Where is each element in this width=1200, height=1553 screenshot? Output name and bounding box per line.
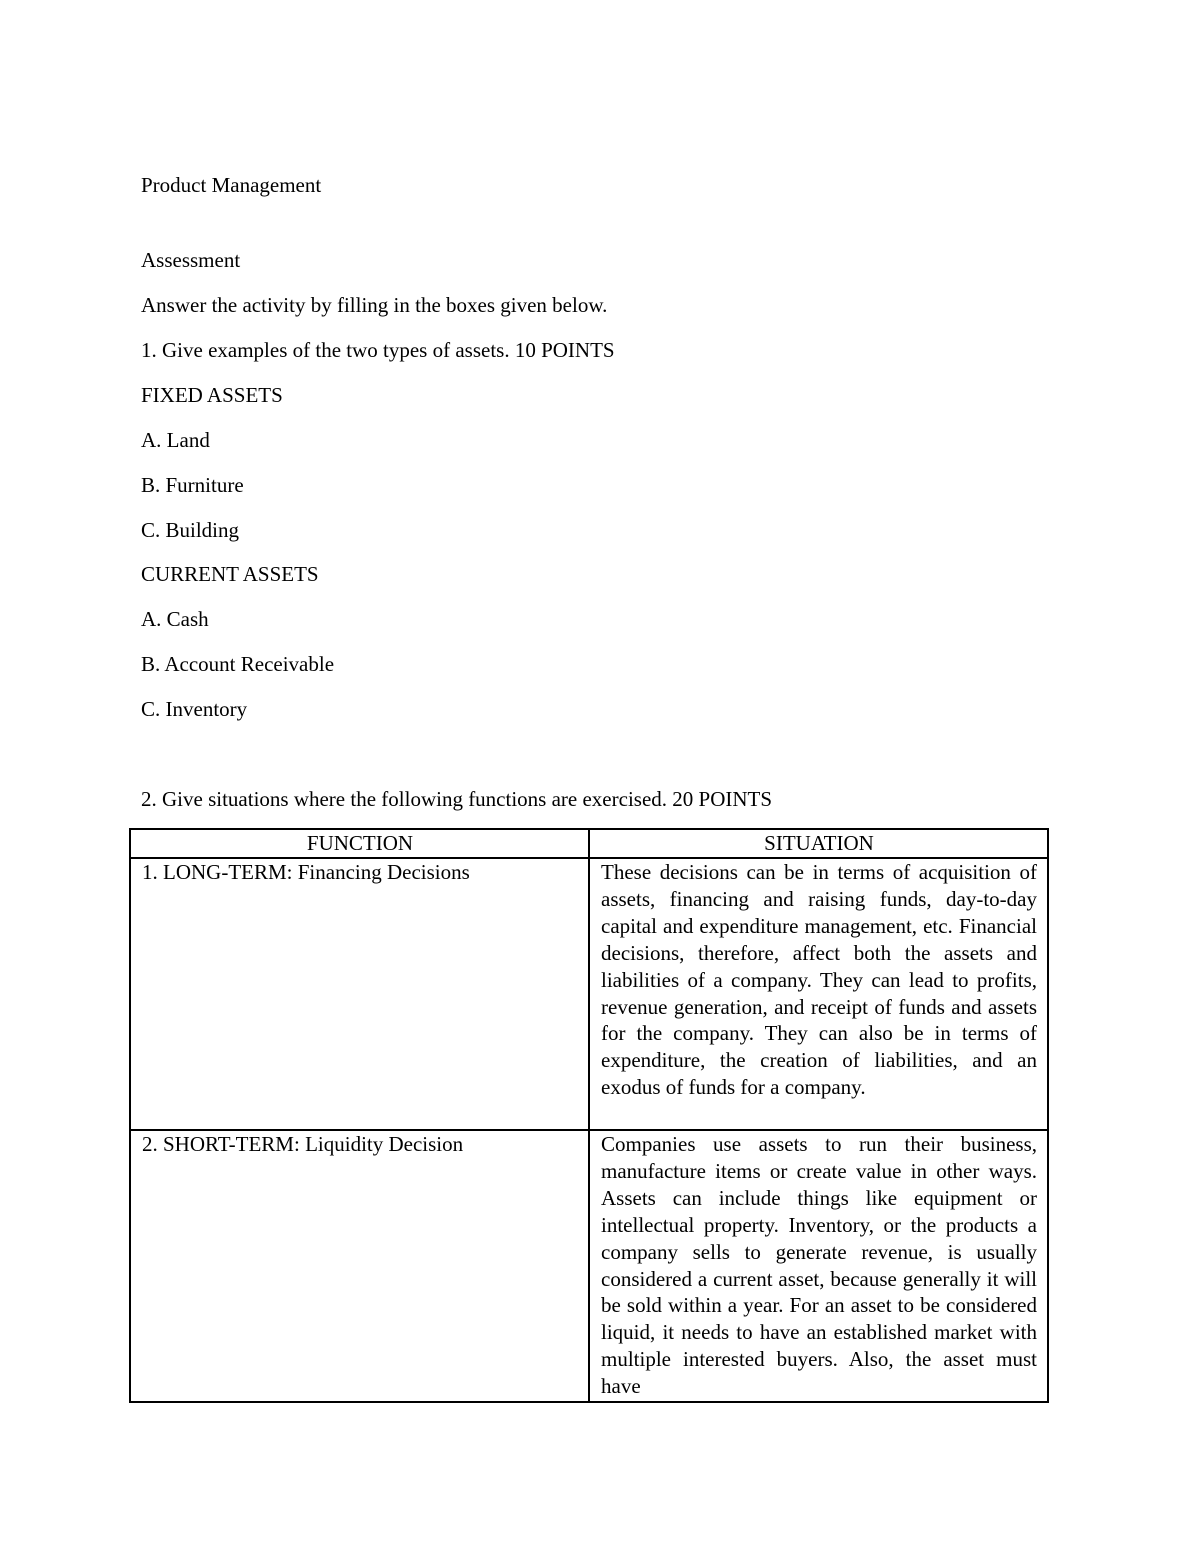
section-title: Assessment [141, 248, 241, 272]
column-header-function: FUNCTION [130, 829, 589, 858]
fixed-asset-item: B. Furniture [141, 473, 244, 497]
table-row [130, 1130, 1048, 1402]
column-header-situation: SITUATION [589, 829, 1048, 858]
current-assets-heading: CURRENT ASSETS [141, 562, 319, 586]
current-asset-item: C. Inventory [141, 697, 248, 721]
function-cell: 1. LONG-TERM: Financing Decisions [130, 858, 589, 1130]
situation-cell [589, 1130, 1048, 1402]
instructions-text: Answer the activity by filling in the boxes given below. [141, 293, 608, 317]
course-title: Product Management [141, 173, 322, 197]
current-asset-item: A. Cash [141, 607, 209, 631]
situation-cell: These decisions can be in terms of acquisition of assets, financing and raising funds, day-to-day capital and expenditure management, etc. Financial decisions, therefore, affect both the assets and liabilities of a company. They can lead to profits, revenue generation, and receipt of funds and assets for the company. They can also be in terms of expenditure, the creation of liabilities, and an exodus of funds for a company. [589, 858, 1048, 1130]
table-row [130, 858, 1048, 1130]
fixed-assets-heading: FIXED ASSETS [141, 383, 283, 407]
fixed-asset-item: A. Land [141, 428, 210, 452]
functions-table [129, 828, 1049, 1403]
current-asset-item: B. Account Receivable [141, 652, 335, 676]
function-cell: 2. SHORT-TERM: Liquidity Decision [130, 1130, 589, 1402]
table-header-row [130, 829, 1048, 858]
fixed-asset-item: C. Building [141, 518, 240, 542]
question-1-prompt: 1. Give examples of the two types of assets. 10 POINTS [141, 338, 615, 362]
question-2-prompt: 2. Give situations where the following functions are exercised. 20 POINTS [141, 787, 773, 811]
situation-text: Companies use assets to run their business, manufacture items or create value in other ways. Assets can include things like equipment or intellectual property. Inventory, or the products a company sells to generate revenue, is usually considered a current asset, because generally it will be sold within a year. For an asset to be considered liquid, it needs to have an established market with multiple interested buyers. Also, the asset must have [601, 1132, 1037, 1399]
